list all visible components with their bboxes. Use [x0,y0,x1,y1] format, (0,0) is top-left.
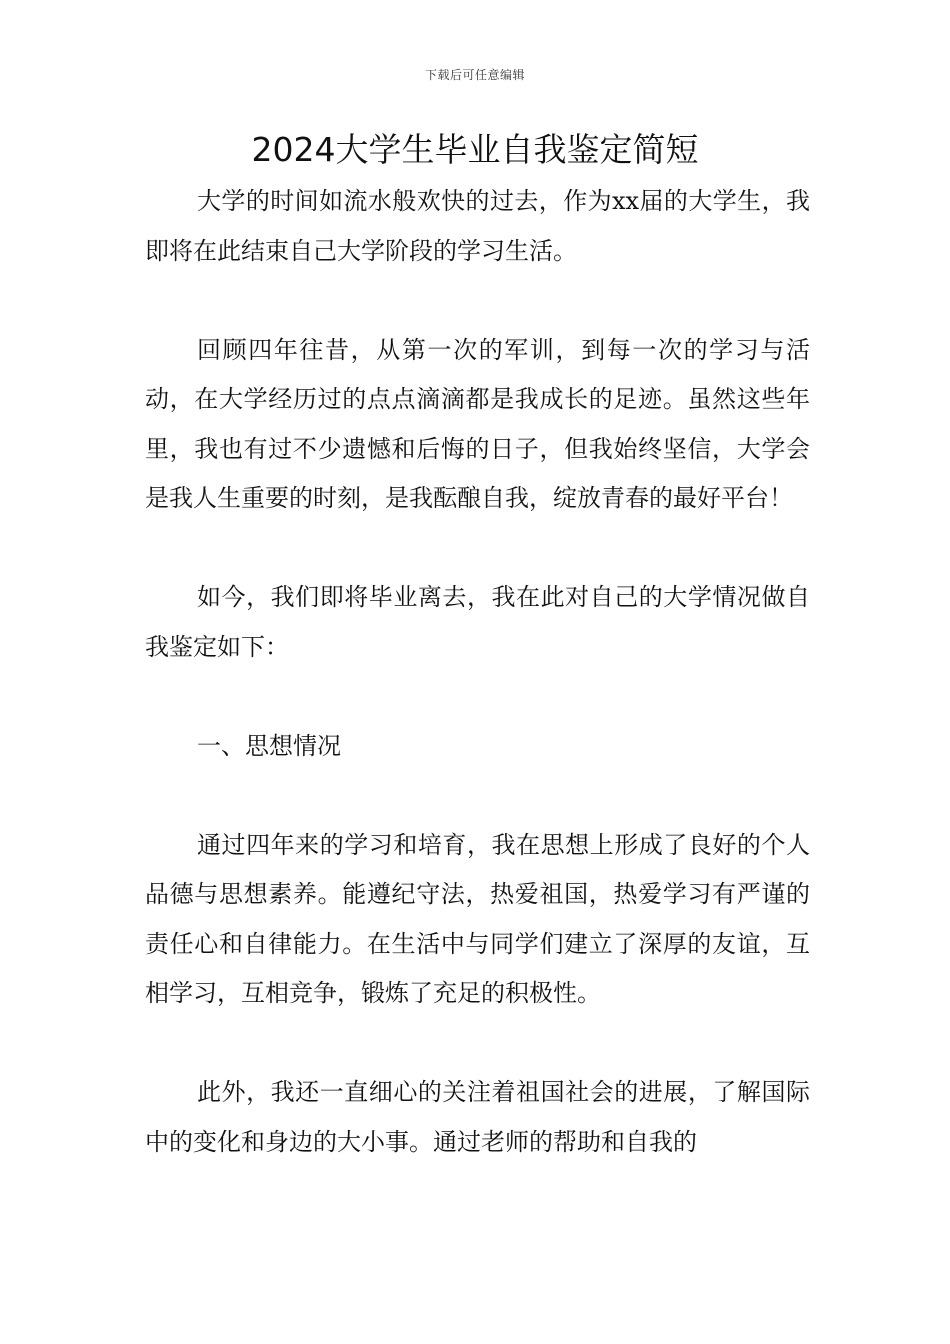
paragraph-spacer [145,771,810,821]
paragraph-society: 此外，我还一直细心的关注着祖国社会的进展，了解国际中的变化和身边的大小事。通过老师的帮助和自我的 [145,1078,810,1156]
section-heading-thought: 一、思想情况 [197,731,341,760]
paragraph-thought: 通过四年来的学习和培育，我在思想上形成了良好的个人品德与思想素养。能遵纪守法，热爱祖国，热爱学习有严谨的责任心和自律能力。在生活中与同学们建立了深厚的友谊，互相学习，互相竞争，锻炼了充足的积极性。 [145,830,810,1007]
paragraph-spacer [145,524,810,574]
paragraph-spacer [145,672,810,722]
header-note: 下载后可任意编辑 [424,68,525,82]
paragraph-graduation: 如今，我们即将毕业离去，我在此对自己的大学情况做自我鉴定如下： [145,583,810,661]
document-title: 2024大学生毕业自我鉴定简短 [251,130,699,169]
paragraph-spacer [145,276,810,326]
paragraph-spacer [145,1019,810,1069]
document-body [145,177,810,1167]
paragraph-review: 回顾四年往昔，从第一次的军训，到每一次的学习与活动，在大学经历过的点点滴滴都是我成长的足迹。虽然这些年里，我也有过不少遗憾和后悔的日子，但我始终坚信，大学会是我人生重要的时刻，是我酝酿自我，绽放青春的最好平台！ [145,335,810,512]
paragraph-intro: 大学的时间如流水般欢快的过去，作为xx届的大学生，我即将在此结束自己大学阶段的学习生活。 [145,187,810,265]
